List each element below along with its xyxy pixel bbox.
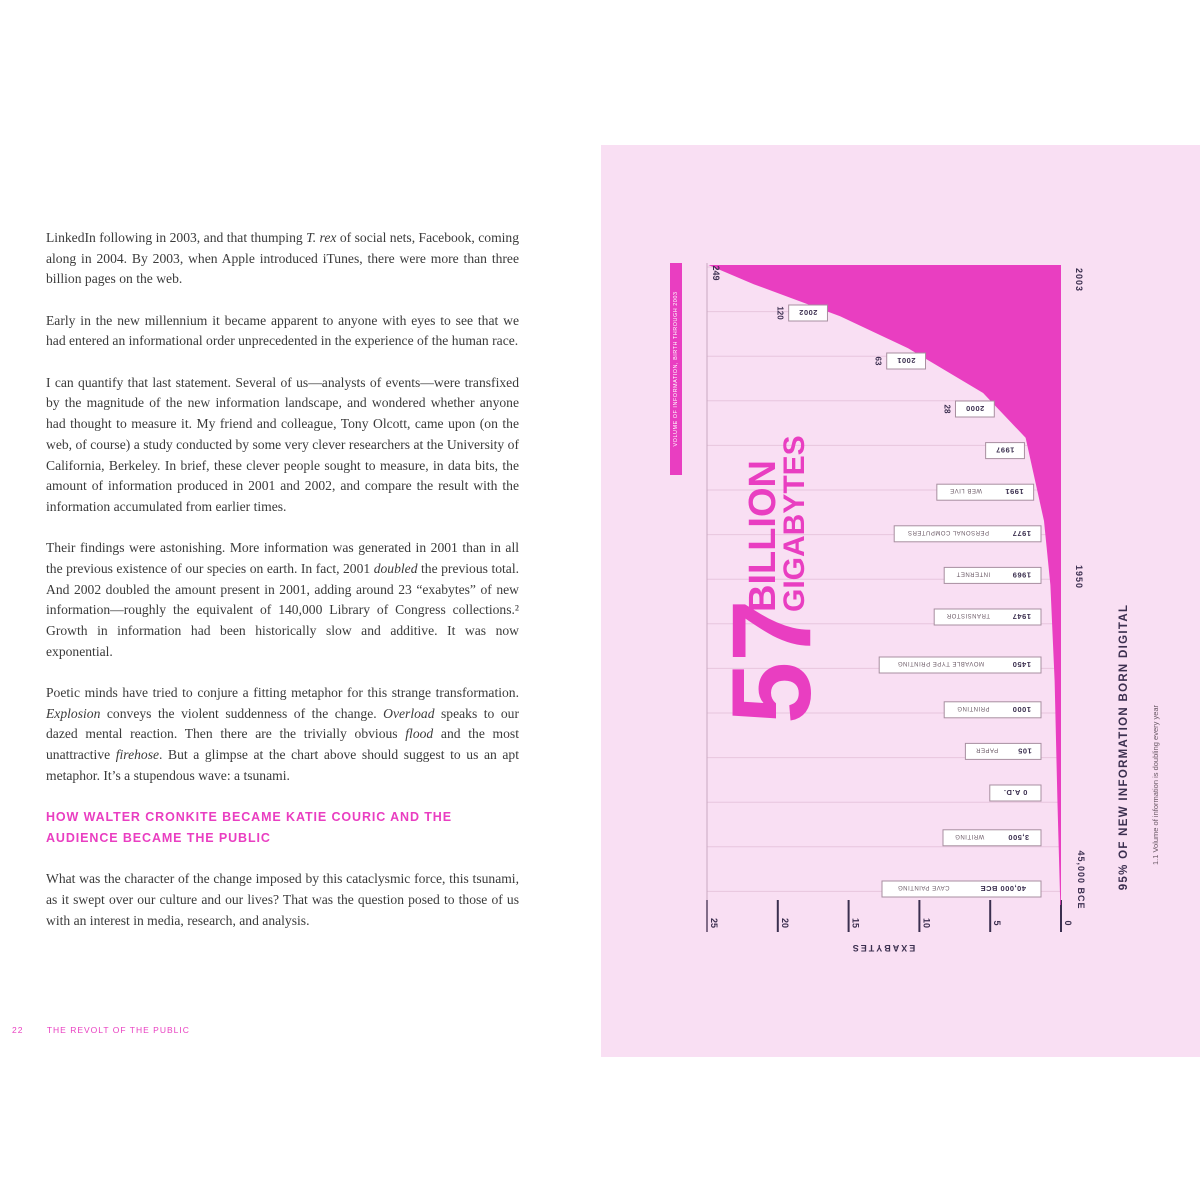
page-number: 22: [12, 1025, 24, 1035]
timeline-marker: [937, 484, 1034, 500]
right-page: [601, 145, 1200, 1057]
timeline-marker: [934, 609, 1041, 625]
axis-tick-label: 25: [709, 917, 719, 929]
timeline-marker: [776, 305, 828, 321]
emphasis-text: Explosion: [46, 705, 101, 721]
body-paragraph: [46, 538, 519, 662]
top-value-label: 249: [711, 265, 721, 281]
marker-label: MOVABLE TYPE PRINTING: [897, 660, 985, 666]
page-footer: [12, 1025, 190, 1035]
marker-year: 3,500: [1007, 832, 1030, 842]
axis-tick-label: 15: [850, 917, 861, 929]
timeline-marker: [874, 353, 926, 369]
marker-value: 63: [873, 356, 883, 366]
text-run: conveys the violent suddenness of the change.: [100, 705, 384, 721]
timeline-marker: [879, 657, 1041, 673]
time-label-end: 2003: [1074, 267, 1084, 293]
marker-year: 1000: [1012, 704, 1031, 714]
text-run: Early in the new millennium it became apparent to anyone with eyes to see that we had entered an informational order unprecedented in the experience of the human race.: [46, 312, 519, 349]
marker-year: 1947: [1012, 612, 1031, 621]
text-run: and the most unattractive: [46, 726, 519, 763]
body-paragraph: What was the character of the change imposed by this cataclysmic force, this tsunami, as it swept over our culture and our lives? That was the question posed to those of us with an interest in media, research, and analysis.: [46, 871, 519, 928]
timeline-marker: [986, 443, 1025, 459]
axis-tick-label: 10: [921, 917, 932, 929]
timeline-marker: [942, 401, 994, 417]
axis-tick-label: 5: [992, 920, 1003, 926]
top-banner-text: VOLUME OF INFORMATION, BIRTH THROUGH 2003: [673, 291, 679, 447]
marker-value: 120: [775, 306, 785, 320]
time-label-mid: 1950: [1074, 564, 1084, 590]
timeline-marker: [882, 881, 1041, 897]
marker-year: 2002: [798, 308, 818, 317]
marker-label: TRANSISTOR: [946, 612, 990, 618]
text-run: of social nets, Facebook, coming along in 2004. By 2003, when Apple introduced iTunes, there were more than three billion pages on the web.: [46, 230, 520, 287]
body-paragraph: [46, 373, 519, 518]
marker-year: 0 A.D.: [1003, 788, 1028, 797]
text-run: Poetic minds have tried to conjure a fitting metaphor for this strange transformation.: [46, 685, 519, 701]
body-paragraph: [46, 228, 519, 290]
timeline-marker: [965, 743, 1041, 759]
marker-label: WRITING: [954, 832, 985, 839]
emphasis-text: T. rex: [306, 230, 337, 245]
axis-tick-label: 20: [779, 917, 790, 929]
emphasis-text: flood: [405, 726, 434, 742]
headline-number: 57: [709, 599, 834, 724]
running-head: THE REVOLT OF THE PUBLIC: [46, 1025, 190, 1035]
marker-label: CAVE PAINTING: [897, 884, 950, 890]
emphasis-text: Overload: [383, 705, 435, 721]
text-run: I can quantify that last statement. Several of us—analysts of events—were transfixed by the magnitude of the new information landscape, and wondered whether anyone had thought to measure it. My friend and colleague, Tony Olcott, came upon (on the web, of course) a study conducted by some very clever researchers at the University of California, Berkeley. In brief, these clever people sought to measure, in data bits, the amount of information produced in 2001 and 2002, and compare the result with the information accumulated from earlier times.: [46, 374, 519, 514]
marker-value: 28: [942, 404, 952, 414]
body-paragraph: [46, 311, 519, 352]
chart-subtitle: 1.1 Volume of information is doubling every year: [1151, 704, 1160, 866]
emphasis-text: firehose: [115, 747, 160, 763]
marker-label: INTERNET: [956, 570, 991, 577]
marker-year: 105: [1017, 746, 1032, 756]
timeline-marker: [944, 567, 1041, 583]
marker-label: PAPER: [975, 746, 999, 753]
marker-year: 1450: [1012, 660, 1031, 669]
time-label-start: 45,000 BCE: [1076, 850, 1086, 910]
text-run: LinkedIn following in 2003, and that thumping: [46, 230, 307, 245]
marker-label: PRINTING: [956, 704, 990, 711]
marker-year: 1997: [995, 445, 1015, 455]
body-text: [46, 228, 519, 952]
section-heading: HOW WALTER CRONKITE BECAME KATIE COURIC AND THE AUDIENCE BECAME THE PUBLIC: [46, 810, 452, 845]
headline-word-billion: BILLION: [742, 460, 784, 612]
emphasis-text: doubled: [373, 560, 418, 576]
text-run: . But a glimpse at the chart above should suggest to us an apt metaphor. It’s a stupendous wave: a tsunami.: [46, 747, 519, 783]
axis-tick-label: 0: [1063, 920, 1073, 926]
body-paragraph: [46, 683, 519, 787]
timeline-marker: [943, 830, 1041, 846]
timeline-marker: [944, 702, 1041, 718]
y-axis-label: EXABYTES: [850, 943, 916, 953]
timeline-marker: [990, 785, 1041, 801]
marker-year: 1977: [1012, 528, 1031, 538]
chart-title: 95% OF NEW INFORMATION BORN DIGITAL: [1118, 603, 1130, 891]
headline-word-gigabytes: GIGABYTES: [778, 435, 811, 612]
marker-year: 2000: [965, 404, 985, 413]
text-run: speaks to our dazed mental reaction. Then there are the trivially obvious: [46, 705, 519, 742]
marker-year: 1991: [1004, 487, 1024, 497]
text-run: Their findings were astonishing. More information was generated in 2001 than in all the previous existence of our species on earth. In fact, 2001: [46, 540, 519, 576]
timeline-marker: [894, 526, 1041, 542]
marker-year: 40,000 BCE: [980, 884, 1026, 893]
marker-label: PERSONAL COMPUTERS: [907, 528, 989, 535]
marker-year: 2001: [896, 356, 916, 365]
marker-label: WEB LIVE: [949, 487, 983, 494]
information-tsunami-chart: [601, 145, 1200, 1057]
marker-year: 1969: [1012, 570, 1031, 580]
text-run: the previous total. And 2002 doubled the amount present in 2001, adding around 23 “exabytes” of new information—roughly the equivalent of 140,000 Library of Congress collections.² Growth in information had been historically slow and additive. It was now exponential.: [46, 560, 519, 659]
